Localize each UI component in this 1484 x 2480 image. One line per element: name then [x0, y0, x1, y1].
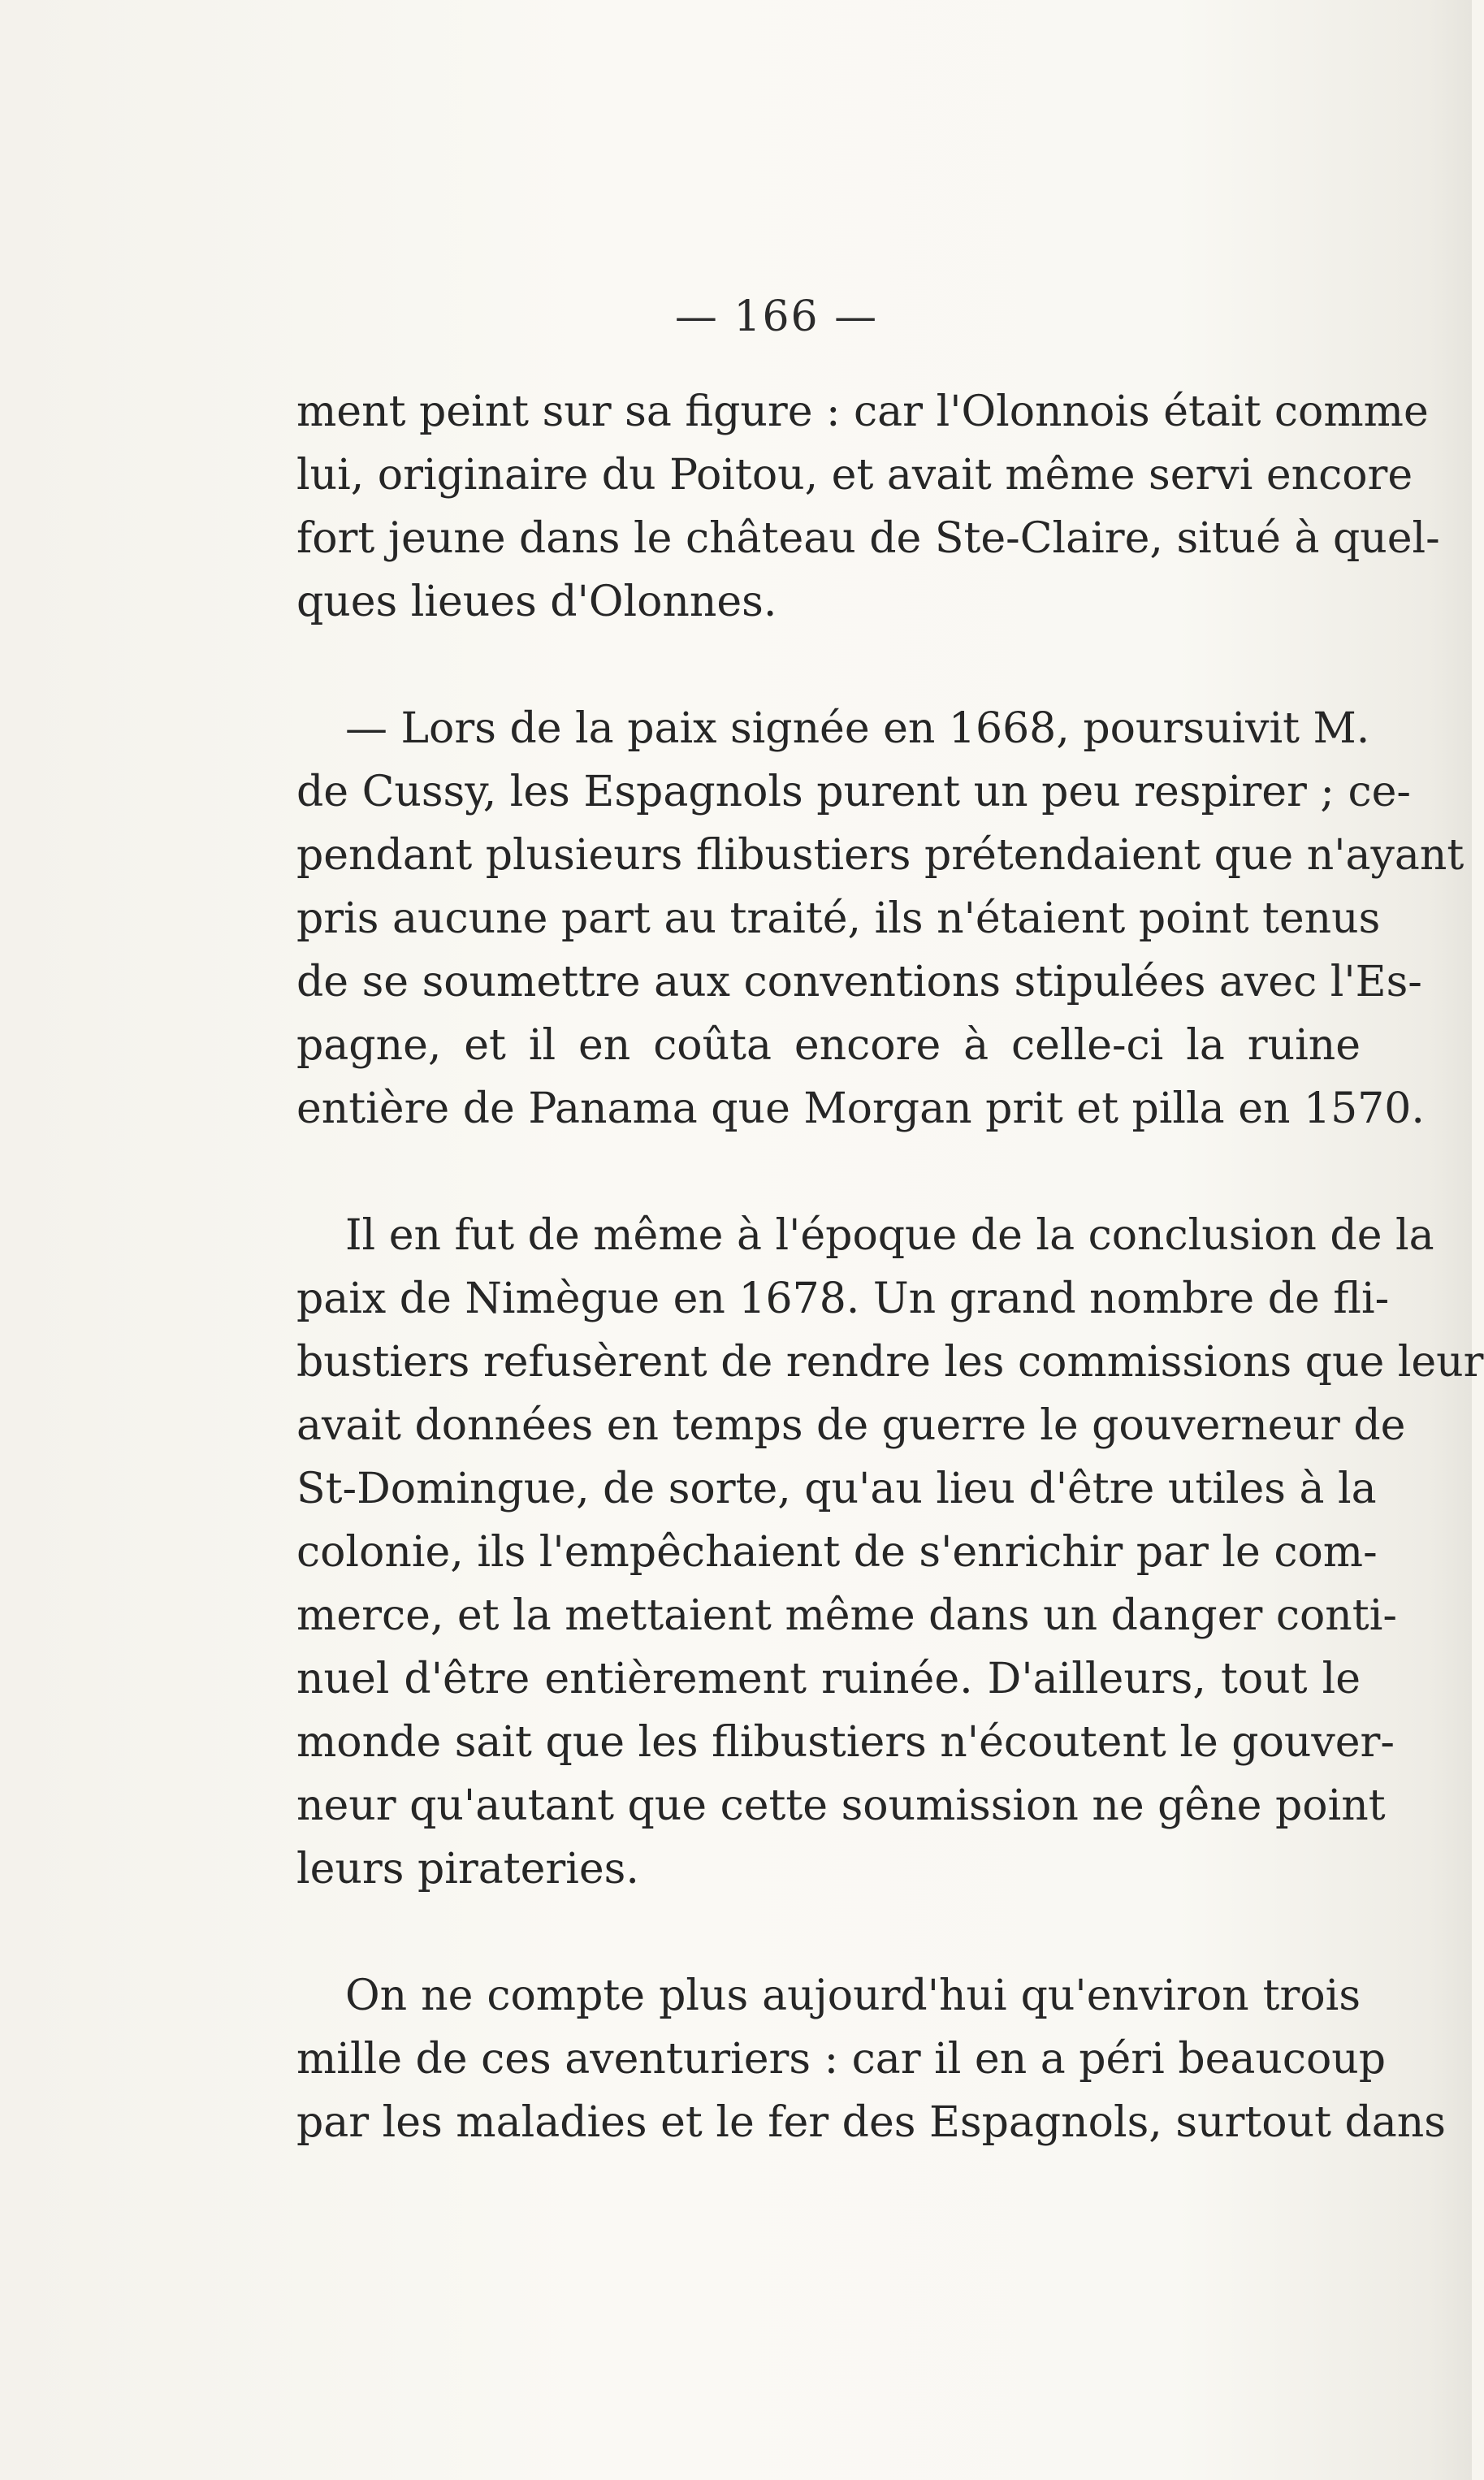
text-line: par les maladies et le fer des Espagnols, surtout dans [296, 2098, 1446, 2147]
text-line: avait données en temps de guerre le gouverneur de [296, 1401, 1406, 1450]
text-line: — Lors de la paix signée en 1668, poursuivit M. [345, 704, 1370, 753]
text-line: lui, originaire du Poitou, et avait même servi encore [296, 451, 1413, 500]
text-line: colonie, ils l'empêchaient de s'enrichir par le com- [296, 1528, 1378, 1577]
text-line: neur qu'autant que cette soumission ne gêne point [296, 1781, 1386, 1830]
text-line: ment peint sur sa figure : car l'Olonnois était comme [296, 387, 1429, 436]
paragraph-2 [296, 697, 1465, 1140]
paragraph-1 [296, 380, 1440, 634]
text-line: pris aucune part au traité, ils n'étaient point tenus [296, 894, 1381, 943]
text-line: entière de Panama que Morgan prit et pilla en 1570. [296, 1084, 1425, 1133]
text-line: merce, et la mettaient même dans un danger conti- [296, 1591, 1397, 1640]
page-number: — 166 — [674, 292, 879, 341]
text-line: St-Domingue, de sorte, qu'au lieu d'être utiles à la [296, 1465, 1377, 1513]
text-line: leurs pirateries. [296, 1845, 639, 1894]
text-line: ques lieues d'Olonnes. [296, 578, 777, 626]
text-line: de se soumettre aux conventions stipulées avec l'Es- [296, 958, 1422, 1006]
paragraph-gap [296, 634, 1361, 697]
text-line: mille de ces aventuriers : car il en a péri beaucoup [296, 2035, 1387, 2084]
text-line: monde sait que les flibustiers n'écoutent le gouver- [296, 1718, 1395, 1767]
text-line: bustiers refusèrent de rendre les commissions que leur [296, 1338, 1484, 1387]
text-line: On ne compte plus aujourd'hui qu'environ trois [345, 1971, 1361, 2020]
body-text [296, 380, 1484, 2154]
paragraph-gap [296, 1140, 1361, 1204]
text-line: de Cussy, les Espagnols purent un peu respirer ; ce- [296, 768, 1411, 816]
text-line: pagne, et il en coûta encore à celle-ci la ruine [296, 1021, 1361, 1070]
paragraph-gap [296, 1901, 1361, 1964]
paragraph-3 [296, 1204, 1484, 1901]
text-line: pendant plusieurs flibustiers prétendaient que n'ayant [296, 831, 1465, 880]
text-line: Il en fut de même à l'époque de la conclusion de la [345, 1211, 1434, 1260]
text-line: fort jeune dans le château de Ste-Claire, situé à quel- [296, 514, 1440, 563]
paragraph-4 [296, 1964, 1446, 2154]
text-line: paix de Nimègue en 1678. Un grand nombre de fli- [296, 1275, 1390, 1323]
text-line: nuel d'être entièrement ruinée. D'ailleurs, tout le [296, 1655, 1361, 1703]
